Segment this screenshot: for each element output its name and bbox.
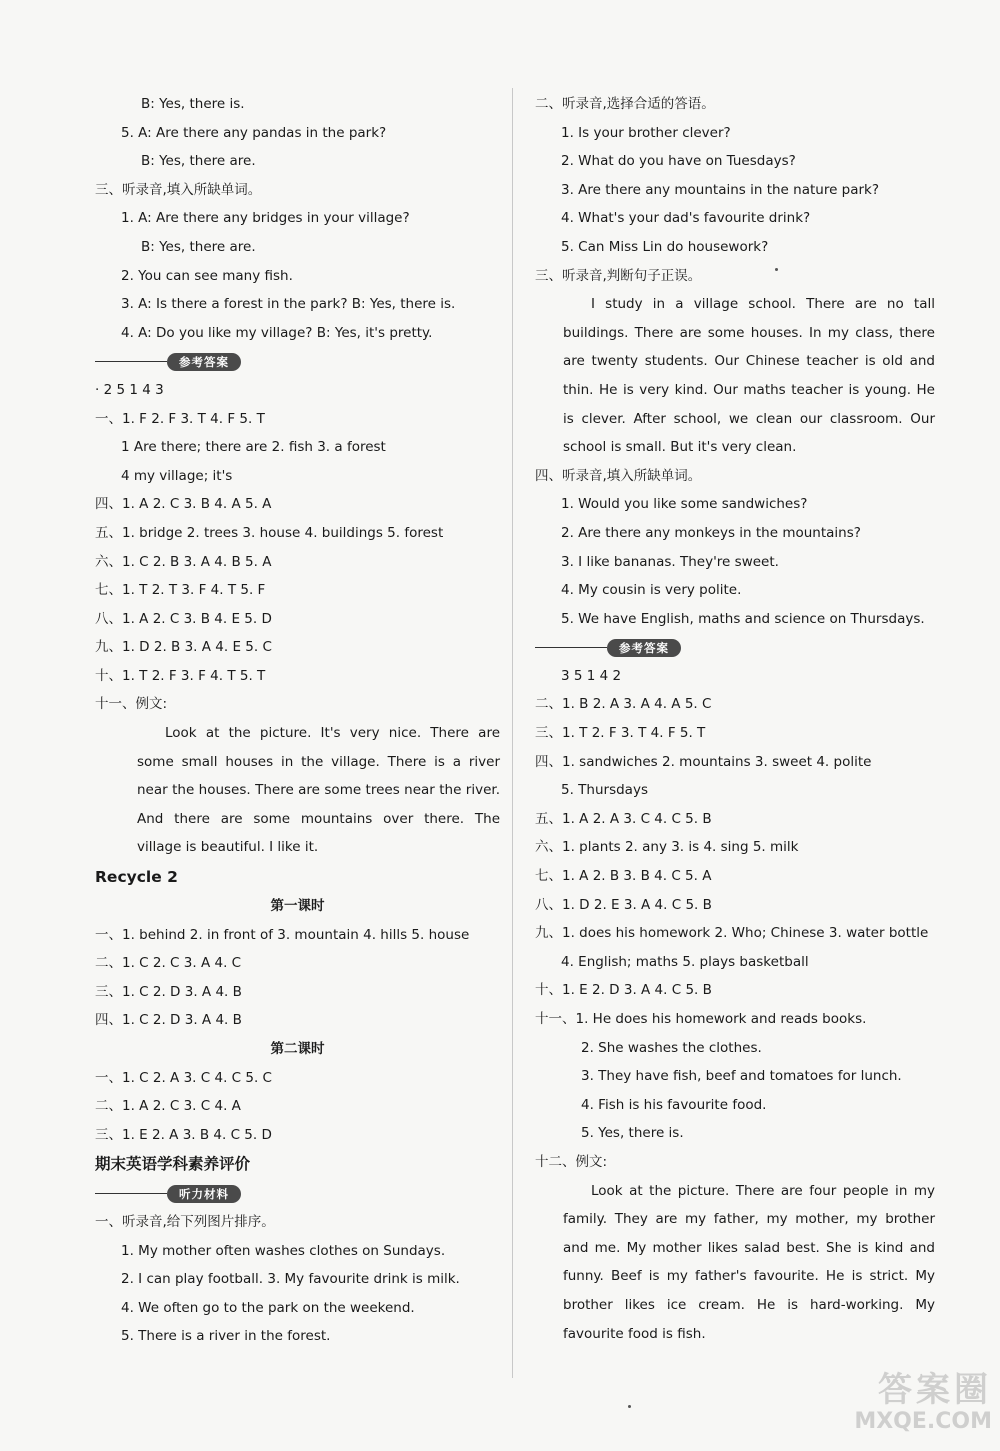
text-line: 5. Thursdays — [561, 782, 648, 799]
text-line: 三、听录音,判断句子正误。 — [535, 267, 702, 284]
left-listening-tail — [95, 90, 500, 347]
text-line: B: Yes, there are. — [141, 238, 256, 255]
text-line: 十一、1. He does his homework and reads books. — [535, 1011, 867, 1027]
text-line: 4 my village; it's — [121, 467, 233, 484]
listening-material — [95, 1208, 500, 1351]
text-line: 2. She washes the clothes. — [581, 1039, 762, 1056]
text-line: 四、1. C 2. D 3. A 4. B — [95, 1012, 242, 1029]
column-divider — [512, 88, 513, 1378]
text-line: 四、听录音,填入所缺单词。 — [535, 467, 702, 484]
text-line: 十、1. E 2. D 3. A 4. C 5. B — [535, 982, 712, 999]
text-line: B: Yes, there is. — [141, 96, 245, 112]
right-column — [535, 90, 935, 1348]
text-line: 九、1. does his homework 2. Who; Chinese 3. water bottle — [535, 925, 929, 942]
text-line: 三、听录音,填入所缺单词。 — [95, 181, 262, 198]
answer-tag: 参考答案 — [167, 353, 241, 371]
section-rule — [95, 361, 167, 362]
lesson-two-answers — [95, 1064, 500, 1150]
text-line: 三、1. C 2. D 3. A 4. B — [95, 983, 242, 1000]
text-line: 三、1. E 2. A 3. B 4. C 5. D — [95, 1126, 272, 1143]
watermark-url: MXQE.COM — [854, 1409, 992, 1434]
text-line: 5. There is a river in the forest. — [121, 1328, 331, 1345]
right-answers — [535, 662, 935, 1177]
watermark-logo — [812, 1371, 992, 1443]
left-answers — [95, 376, 500, 719]
final-exam-heading: 期末英语学科素养评价 — [95, 1155, 251, 1174]
right-fill-in — [535, 462, 935, 634]
text-line: 一、1. C 2. A 3. C 4. C 5. C — [95, 1069, 272, 1086]
watermark-text: 答案圈 — [878, 1370, 992, 1410]
text-line: 2. I can play football. 3. My favourite drink is milk. — [121, 1271, 460, 1288]
text-line: 5. Yes, there is. — [581, 1125, 684, 1142]
section-rule — [535, 647, 607, 648]
text-line: 一、听录音,给下列图片排序。 — [95, 1213, 275, 1230]
recycle-heading: Recycle 2 — [95, 868, 178, 887]
text-line: 八、1. A 2. C 3. B 4. E 5. D — [95, 610, 272, 627]
scan-speck — [628, 1405, 631, 1408]
text-line: B: Yes, there are. — [141, 153, 256, 170]
text-line: 十二、例文: — [535, 1153, 608, 1170]
text-line: 1. My mother often washes clothes on Sundays. — [121, 1242, 446, 1259]
text-line: 七、1. A 2. B 3. B 4. C 5. A — [535, 868, 712, 885]
text-line: 二、1. B 2. A 3. A 4. A 5. C — [535, 696, 712, 713]
text-line: 1 Are there; there are 2. fish 3. a forest — [121, 439, 386, 456]
text-line: 1. Would you like some sandwiches? — [561, 496, 808, 513]
text-line: 四、1. A 2. C 3. B 4. A 5. A — [95, 496, 272, 513]
left-column — [95, 90, 500, 1351]
text-line: 五、1. A 2. A 3. C 4. C 5. B — [535, 810, 712, 827]
text-line: 1. Is your brother clever? — [561, 124, 731, 141]
text-line: 二、1. C 2. C 3. A 4. C — [95, 955, 242, 972]
text-line: 1. A: Are there any bridges in your village? — [121, 210, 410, 227]
text-line: 三、1. T 2. F 3. T 4. F 5. T — [535, 725, 706, 742]
text-line: 六、1. C 2. B 3. A 4. B 5. A — [95, 553, 272, 570]
text-line: 六、1. plants 2. any 3. is 4. sing 5. milk — [535, 839, 799, 856]
text-line: 一、1. F 2. F 3. T 4. F 5. T — [95, 410, 265, 427]
text-line: 4. A: Do you like my village? B: Yes, it's pretty. — [121, 324, 433, 341]
text-line: 3 5 1 4 2 — [561, 667, 622, 684]
text-line: 4. English; maths 5. plays basketball — [561, 953, 809, 970]
answer-section-bar — [95, 347, 500, 376]
lesson-one-answers — [95, 921, 500, 1035]
right-essay: Look at the picture. There are four people in my family. They are my father, my mother, my brother and me. My mother likes salad best. She is kind and funny. Beef is my father's favourite. He is strict. My brother likes ice cream. He is hard-working. My favourite food is fish. — [563, 1182, 935, 1342]
text-line: 十、1. T 2. F 3. F 4. T 5. T — [95, 667, 266, 684]
text-line: 5. Can Miss Lin do housework? — [561, 238, 769, 255]
text-line: 五、1. bridge 2. trees 3. house 4. buildings 5. forest — [95, 524, 444, 541]
listening-tag: 听力材料 — [167, 1185, 241, 1203]
text-line: 一、1. behind 2. in front of 3. mountain 4. hills 5. house — [95, 926, 470, 943]
text-line: 5. A: Are there any pandas in the park? — [121, 124, 387, 141]
text-line: 4. Fish is his favourite food. — [581, 1096, 767, 1113]
right-listening-questions — [535, 90, 935, 290]
lesson-one-heading: 第一课时 — [270, 898, 325, 915]
text-line: 3. I like bananas. They're sweet. — [561, 553, 779, 570]
text-line: 二、1. A 2. C 3. C 4. A — [95, 1098, 241, 1115]
scan-speck — [775, 268, 778, 271]
listening-passage: I study in a village school. There are no tall buildings. There are some houses. In my class, there are twenty students. Our Chinese teacher is old and thin. He is very kind. Our maths teacher is young. He is clever. After school, we clean our classroom. Our school is small. But it's very clean. — [563, 296, 935, 456]
text-line: 2. Are there any monkeys in the mountains? — [561, 524, 861, 541]
text-line: 4. What's your dad's favourite drink? — [561, 210, 811, 227]
text-line: 3. Are there any mountains in the nature park? — [561, 181, 880, 198]
text-line: 二、听录音,选择合适的答语。 — [535, 96, 715, 112]
text-line: 四、1. sandwiches 2. mountains 3. sweet 4. polite — [535, 753, 872, 770]
text-line: · 2 5 1 4 3 — [95, 381, 164, 398]
text-line: 七、1. T 2. T 3. F 4. T 5. F — [95, 582, 266, 599]
text-line: 十一、例文: — [95, 696, 168, 713]
text-line: 4. My cousin is very polite. — [561, 582, 742, 599]
listening-section-bar — [95, 1179, 500, 1208]
section-rule — [95, 1193, 167, 1194]
text-line: 八、1. D 2. E 3. A 4. C 5. B — [535, 896, 712, 913]
text-line: 九、1. D 2. B 3. A 4. E 5. C — [95, 639, 272, 656]
answer-tag: 参考答案 — [607, 639, 681, 657]
answer-section-bar — [535, 633, 935, 662]
lesson-two-heading: 第二课时 — [270, 1041, 325, 1057]
text-line: 3. A: Is there a forest in the park? B: Yes, there is. — [121, 296, 456, 313]
text-line: 2. You can see many fish. — [121, 267, 293, 284]
text-line: 2. What do you have on Tuesdays? — [561, 153, 796, 170]
left-essay: Look at the picture. It's very nice. There are some small houses in the village. There is a river near the houses. There are some trees near the river. And there are some mountains over there. The village is beautiful. I like it. — [137, 725, 500, 856]
text-line: 4. We often go to the park on the weekend. — [121, 1299, 415, 1316]
text-line: 3. They have fish, beef and tomatoes for lunch. — [581, 1068, 902, 1085]
text-line: 5. We have English, maths and science on Thursdays. — [561, 610, 925, 627]
